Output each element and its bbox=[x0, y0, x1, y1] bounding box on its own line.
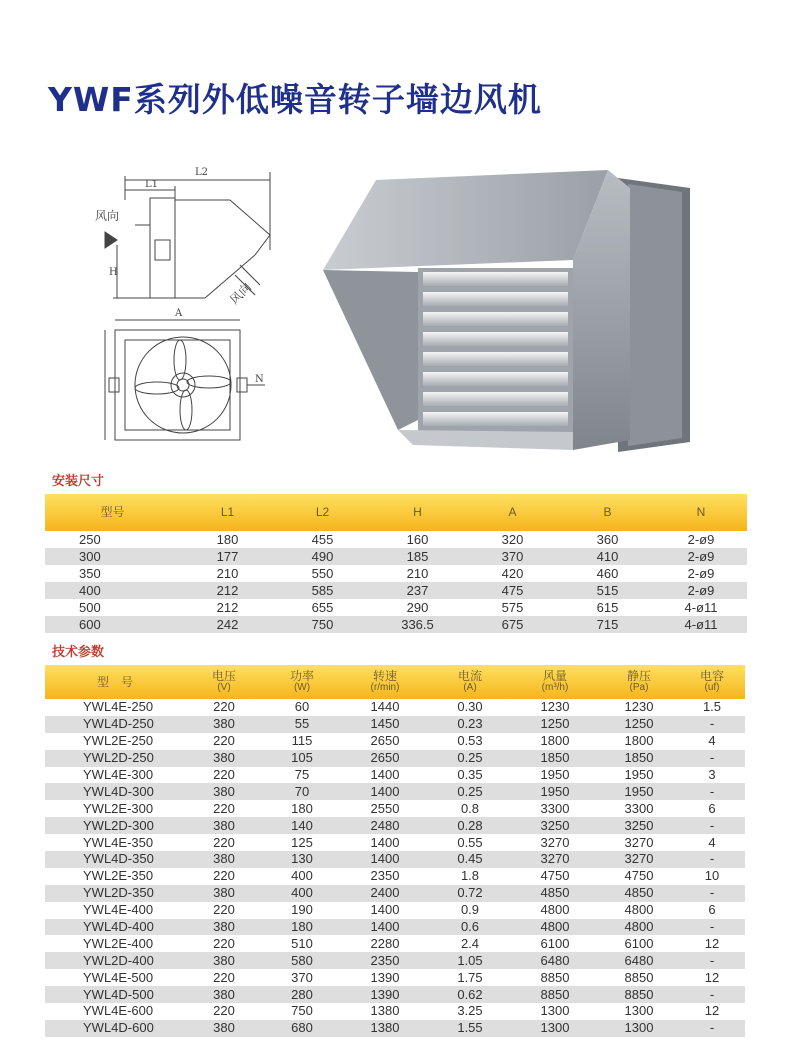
table-cell: 1300 bbox=[540, 1003, 570, 1019]
table-cell: 3270 bbox=[599, 851, 679, 868]
table-cell: 280 bbox=[263, 986, 341, 1003]
table-cell: 2-ø9 bbox=[655, 548, 747, 565]
dim-l2-label: L2 bbox=[195, 167, 209, 178]
table-cell: 220 bbox=[213, 834, 235, 850]
install-header-row bbox=[45, 494, 747, 531]
header-main-label: 风量 bbox=[542, 669, 567, 683]
table-cell: YWL4E-250 bbox=[83, 699, 154, 715]
table-cell: 3250 bbox=[511, 817, 599, 834]
table-cell: 1440 bbox=[370, 699, 400, 715]
table-cell: YWL4D-400 bbox=[45, 919, 185, 936]
table-cell: 4800 bbox=[599, 919, 679, 936]
table-cell: 140 bbox=[263, 817, 341, 834]
table-cell: 515 bbox=[560, 582, 655, 599]
table-cell: 4750 bbox=[540, 868, 570, 884]
install-header-cell: N bbox=[655, 494, 747, 531]
table-cell: 615 bbox=[596, 599, 619, 615]
table-cell: 0.62 bbox=[429, 986, 511, 1003]
table-cell: 220 bbox=[213, 868, 235, 884]
table-cell: 380 bbox=[185, 750, 263, 767]
table-cell: 1230 bbox=[624, 699, 654, 715]
table-cell: 380 bbox=[185, 919, 263, 936]
dim-a-label: A bbox=[175, 308, 183, 319]
table-row bbox=[45, 817, 745, 834]
table-cell: 290 bbox=[406, 599, 429, 615]
table-cell: 400 bbox=[45, 582, 180, 599]
table-cell: 455 bbox=[311, 531, 334, 547]
table-cell: 1380 bbox=[341, 1020, 429, 1037]
table-cell: YWL4E-300 bbox=[83, 767, 154, 782]
tech-header-cell bbox=[599, 665, 679, 699]
table-cell: 336.5 bbox=[370, 616, 465, 633]
table-cell: 585 bbox=[275, 582, 370, 599]
table-cell: YWL4D-250 bbox=[45, 716, 185, 733]
table-cell: 130 bbox=[263, 851, 341, 868]
table-row bbox=[45, 699, 745, 716]
table-cell: YWL2D-350 bbox=[45, 885, 185, 902]
tech-header-cell bbox=[263, 665, 341, 699]
table-cell: YWL2D-250 bbox=[45, 750, 185, 767]
table-row bbox=[45, 834, 745, 851]
table-row bbox=[45, 1003, 745, 1020]
table-cell: 550 bbox=[311, 565, 334, 581]
table-row bbox=[45, 783, 745, 800]
table-cell: 0.28 bbox=[429, 817, 511, 834]
header-main-label: 转速 bbox=[372, 669, 397, 683]
table-cell: 1250 bbox=[599, 716, 679, 733]
table-row bbox=[45, 935, 745, 952]
table-cell: 1400 bbox=[370, 767, 400, 782]
table-cell: 3 bbox=[708, 767, 716, 782]
table-cell: 1.8 bbox=[460, 868, 480, 884]
table-cell: 0.72 bbox=[429, 885, 511, 902]
table-cell: 0.9 bbox=[460, 902, 480, 918]
table-cell: 1250 bbox=[511, 716, 599, 733]
tech-header-cell bbox=[511, 665, 599, 699]
table-cell: 3300 bbox=[624, 800, 654, 816]
table-cell: 250 bbox=[79, 531, 101, 547]
table-cell: 1230 bbox=[540, 699, 570, 715]
table-cell: 3270 bbox=[624, 834, 654, 850]
table-cell: 125 bbox=[291, 834, 313, 850]
table-cell: 380 bbox=[185, 986, 263, 1003]
table-cell: 1950 bbox=[540, 767, 570, 782]
table-cell: 0.25 bbox=[429, 750, 511, 767]
table-cell: 8850 bbox=[511, 986, 599, 1003]
table-row bbox=[45, 733, 745, 750]
table-cell: - bbox=[679, 817, 745, 834]
tech-header-cell bbox=[679, 665, 745, 699]
header-main-label: 电流 bbox=[457, 669, 482, 683]
table-cell: 380 bbox=[185, 952, 263, 969]
table-row bbox=[45, 599, 747, 616]
table-cell: 1400 bbox=[341, 851, 429, 868]
tech-header-cell bbox=[185, 665, 263, 699]
table-cell: 1390 bbox=[341, 986, 429, 1003]
tech-section-label: 技术参数 bbox=[52, 645, 105, 660]
header-main-label: 电压 bbox=[211, 669, 236, 683]
install-header-cell: L2 bbox=[275, 494, 370, 531]
table-cell: 12 bbox=[704, 935, 720, 951]
table-cell: 510 bbox=[291, 935, 313, 951]
table-cell: 400 bbox=[263, 885, 341, 902]
tech-header-cell bbox=[429, 665, 511, 699]
table-cell: 475 bbox=[465, 582, 560, 599]
table-cell: 242 bbox=[180, 616, 275, 633]
table-row bbox=[45, 986, 745, 1003]
header-main-label: 静压 bbox=[626, 669, 651, 683]
table-cell: 380 bbox=[185, 716, 263, 733]
table-cell: 3.25 bbox=[457, 1003, 483, 1019]
table-cell: 0.6 bbox=[429, 919, 511, 936]
table-cell: - bbox=[679, 1020, 745, 1037]
table-cell: 115 bbox=[291, 733, 313, 749]
table-cell: 3270 bbox=[511, 851, 599, 868]
table-cell: 12 bbox=[704, 969, 720, 985]
table-cell: 1.5 bbox=[702, 699, 722, 715]
table-cell: - bbox=[679, 851, 745, 868]
table-cell: YWL4D-300 bbox=[45, 783, 185, 800]
table-cell: 0.35 bbox=[457, 767, 483, 782]
table-cell: YWL2E-350 bbox=[83, 868, 154, 884]
table-cell: YWL4E-350 bbox=[83, 834, 154, 850]
table-cell: 1400 bbox=[370, 834, 400, 850]
table-row bbox=[45, 767, 745, 784]
header-unit-label: (m³/h) bbox=[541, 682, 569, 693]
table-cell: YWL2E-300 bbox=[83, 800, 154, 816]
table-cell: YWL2D-400 bbox=[45, 952, 185, 969]
table-cell: 220 bbox=[213, 935, 235, 951]
table-cell: 360 bbox=[596, 531, 619, 547]
table-cell: 1800 bbox=[624, 733, 654, 749]
table-cell: 4850 bbox=[599, 885, 679, 902]
install-header-cell: H bbox=[370, 494, 465, 531]
table-cell: 1400 bbox=[341, 919, 429, 936]
install-header-cell: L1 bbox=[180, 494, 275, 531]
table-cell: 0.25 bbox=[429, 783, 511, 800]
wind-direction-in-label: 风向 bbox=[95, 209, 120, 223]
header-unit-label: (V) bbox=[217, 682, 231, 693]
table-row bbox=[45, 1020, 745, 1037]
table-cell: 750 bbox=[275, 616, 370, 633]
table-cell: 1950 bbox=[511, 783, 599, 800]
table-cell: 370 bbox=[291, 969, 313, 985]
product-photo bbox=[318, 160, 698, 460]
table-cell: 212 bbox=[180, 582, 275, 599]
header-main-label: 电容 bbox=[699, 669, 724, 683]
table-cell: 4-ø11 bbox=[684, 599, 718, 615]
table-cell: 177 bbox=[180, 548, 275, 565]
table-cell: 6100 bbox=[540, 935, 570, 951]
table-cell: YWL4E-500 bbox=[83, 969, 154, 985]
table-cell: 2400 bbox=[341, 885, 429, 902]
table-cell: 2-ø9 bbox=[687, 565, 715, 581]
table-cell: 70 bbox=[263, 783, 341, 800]
table-cell: 380 bbox=[185, 783, 263, 800]
table-cell: 2280 bbox=[370, 935, 400, 951]
table-cell: 4800 bbox=[540, 902, 570, 918]
table-cell: 2650 bbox=[370, 733, 400, 749]
table-cell: 680 bbox=[263, 1020, 341, 1037]
table-cell: 400 bbox=[291, 868, 313, 884]
table-cell: 190 bbox=[291, 902, 313, 918]
table-cell: 180 bbox=[263, 919, 341, 936]
table-row bbox=[45, 868, 745, 885]
table-cell: 180 bbox=[216, 531, 239, 547]
table-cell: 1300 bbox=[599, 1020, 679, 1037]
table-cell: 580 bbox=[263, 952, 341, 969]
table-cell: - bbox=[679, 783, 745, 800]
table-row bbox=[45, 531, 747, 548]
table-cell: 460 bbox=[596, 565, 619, 581]
header-main-label: 功率 bbox=[289, 669, 314, 683]
table-cell: 380 bbox=[185, 1020, 263, 1037]
table-cell: 715 bbox=[560, 616, 655, 633]
table-cell: 1950 bbox=[624, 767, 654, 782]
table-cell: 4 bbox=[708, 834, 716, 850]
header-unit-label: (Pa) bbox=[629, 682, 649, 693]
table-cell: 220 bbox=[213, 800, 235, 816]
table-cell: 220 bbox=[213, 1003, 235, 1019]
table-cell: 1.55 bbox=[429, 1020, 511, 1037]
table-cell: 160 bbox=[406, 531, 429, 547]
table-cell: 10 bbox=[704, 868, 720, 884]
table-cell: 380 bbox=[185, 885, 263, 902]
table-cell: 8850 bbox=[540, 969, 570, 985]
table-cell: 220 bbox=[213, 969, 235, 985]
install-dimension-table bbox=[45, 494, 747, 633]
table-cell: 1400 bbox=[370, 902, 400, 918]
table-cell: 320 bbox=[501, 531, 524, 547]
table-cell: 1400 bbox=[341, 783, 429, 800]
table-cell: 1300 bbox=[511, 1020, 599, 1037]
tech-header-row bbox=[45, 665, 745, 699]
table-cell: 6 bbox=[708, 902, 716, 918]
table-cell: 6 bbox=[708, 800, 716, 816]
table-cell: YWL2D-300 bbox=[45, 817, 185, 834]
header-unit-label: (uf) bbox=[704, 682, 720, 693]
page-title: YWF系列外低噪音转子墙边风机 bbox=[48, 80, 542, 119]
table-cell: 490 bbox=[275, 548, 370, 565]
wind-direction-out-label: 风向 bbox=[227, 280, 255, 308]
table-cell: YWL4D-350 bbox=[45, 851, 185, 868]
table-cell: 4850 bbox=[511, 885, 599, 902]
table-cell: 2550 bbox=[370, 800, 400, 816]
table-cell: - bbox=[679, 986, 745, 1003]
table-cell: 105 bbox=[263, 750, 341, 767]
table-cell: 8850 bbox=[599, 986, 679, 1003]
table-cell: 212 bbox=[216, 599, 239, 615]
table-cell: - bbox=[679, 750, 745, 767]
table-cell: 220 bbox=[213, 767, 235, 782]
table-cell: 3300 bbox=[540, 800, 570, 816]
table-cell: 2-ø9 bbox=[687, 531, 715, 547]
table-cell: 0.30 bbox=[457, 699, 483, 715]
table-cell: 210 bbox=[406, 565, 429, 581]
table-row bbox=[45, 548, 747, 565]
table-cell: 220 bbox=[213, 699, 235, 715]
tech-header-cell bbox=[341, 665, 429, 699]
table-cell: 4750 bbox=[624, 868, 654, 884]
table-cell: 0.23 bbox=[429, 716, 511, 733]
table-cell: 1850 bbox=[511, 750, 599, 767]
table-row bbox=[45, 851, 745, 868]
table-cell: 655 bbox=[311, 599, 334, 615]
table-cell: 75 bbox=[294, 767, 310, 782]
table-cell: 210 bbox=[216, 565, 239, 581]
table-cell: 3270 bbox=[540, 834, 570, 850]
table-cell: 60 bbox=[294, 699, 310, 715]
table-cell: YWL4E-600 bbox=[83, 1003, 154, 1019]
table-cell: 4 bbox=[708, 733, 716, 749]
table-row bbox=[45, 969, 745, 986]
table-cell: 750 bbox=[291, 1003, 313, 1019]
table-cell: 380 bbox=[185, 851, 263, 868]
table-cell: 12 bbox=[704, 1003, 720, 1019]
table-cell: 4800 bbox=[511, 919, 599, 936]
install-header-cell: A bbox=[465, 494, 560, 531]
table-cell: 4800 bbox=[624, 902, 654, 918]
table-cell: 3250 bbox=[599, 817, 679, 834]
wind-arrow-icon bbox=[105, 232, 117, 248]
table-cell: 0.53 bbox=[457, 733, 483, 749]
table-cell: 4-ø11 bbox=[655, 616, 747, 633]
table-row bbox=[45, 952, 745, 969]
table-cell: YWL4D-500 bbox=[45, 986, 185, 1003]
table-cell: 0.45 bbox=[429, 851, 511, 868]
table-cell: 1850 bbox=[599, 750, 679, 767]
tech-header-cell bbox=[45, 665, 185, 699]
table-cell: 6480 bbox=[511, 952, 599, 969]
table-cell: 220 bbox=[213, 902, 235, 918]
table-cell: 1950 bbox=[599, 783, 679, 800]
table-cell: 55 bbox=[263, 716, 341, 733]
table-cell: 575 bbox=[501, 599, 524, 615]
table-cell: 185 bbox=[370, 548, 465, 565]
header-unit-label: (W) bbox=[293, 682, 311, 693]
table-cell: 0.8 bbox=[460, 800, 480, 816]
table-cell: 675 bbox=[465, 616, 560, 633]
install-header-cell: B bbox=[560, 494, 655, 531]
table-cell: 8850 bbox=[624, 969, 654, 985]
table-cell: 220 bbox=[213, 733, 235, 749]
header-unit-label: (r/min) bbox=[370, 682, 400, 693]
table-cell: 420 bbox=[501, 565, 524, 581]
tech-parameter-table bbox=[45, 665, 745, 1037]
table-cell: 1380 bbox=[370, 1003, 400, 1019]
table-cell: 2.4 bbox=[460, 935, 480, 951]
table-cell: 300 bbox=[45, 548, 180, 565]
table-cell: 2480 bbox=[341, 817, 429, 834]
table-cell: 2350 bbox=[370, 868, 400, 884]
table-cell: 1.05 bbox=[429, 952, 511, 969]
table-row bbox=[45, 565, 747, 582]
table-row bbox=[45, 582, 747, 599]
table-cell: 1390 bbox=[370, 969, 400, 985]
table-cell: 2-ø9 bbox=[655, 582, 747, 599]
table-cell: 6100 bbox=[624, 935, 654, 951]
table-cell: - bbox=[679, 716, 745, 733]
table-row bbox=[45, 885, 745, 902]
table-cell: YWL2E-250 bbox=[83, 733, 154, 749]
table-cell: 500 bbox=[79, 599, 101, 615]
table-cell: 370 bbox=[465, 548, 560, 565]
table-cell: - bbox=[679, 885, 745, 902]
dim-l1-label: L1 bbox=[145, 179, 159, 190]
table-row bbox=[45, 716, 745, 733]
dimension-drawing bbox=[95, 160, 295, 450]
table-cell: 600 bbox=[45, 616, 180, 633]
table-cell: 1.75 bbox=[457, 969, 483, 985]
table-row bbox=[45, 616, 747, 633]
table-cell: - bbox=[679, 919, 745, 936]
dim-h-label: H bbox=[109, 267, 118, 278]
table-row bbox=[45, 902, 745, 919]
table-cell: 350 bbox=[79, 565, 101, 581]
table-row bbox=[45, 800, 745, 817]
table-cell: YWL4E-400 bbox=[83, 902, 154, 918]
table-cell: 2350 bbox=[341, 952, 429, 969]
table-cell: 1800 bbox=[540, 733, 570, 749]
table-cell: YWL4D-600 bbox=[45, 1020, 185, 1037]
table-cell: YWL2E-400 bbox=[83, 935, 154, 951]
table-cell: 0.55 bbox=[457, 834, 483, 850]
table-cell: - bbox=[679, 952, 745, 969]
table-cell: 410 bbox=[560, 548, 655, 565]
header-unit-label: (A) bbox=[463, 682, 477, 693]
dim-n-label: N bbox=[255, 374, 264, 385]
install-header-cell: 型号 bbox=[45, 494, 180, 531]
table-row bbox=[45, 919, 745, 936]
table-cell: 380 bbox=[185, 817, 263, 834]
install-section-label: 安装尺寸 bbox=[52, 474, 105, 489]
table-cell: 237 bbox=[370, 582, 465, 599]
table-cell: 1300 bbox=[624, 1003, 654, 1019]
header-main-label: 型 号 bbox=[96, 674, 133, 689]
table-cell: 6480 bbox=[599, 952, 679, 969]
table-cell: 2650 bbox=[341, 750, 429, 767]
table-cell: 1450 bbox=[341, 716, 429, 733]
table-cell: 180 bbox=[291, 800, 313, 816]
table-row bbox=[45, 750, 745, 767]
